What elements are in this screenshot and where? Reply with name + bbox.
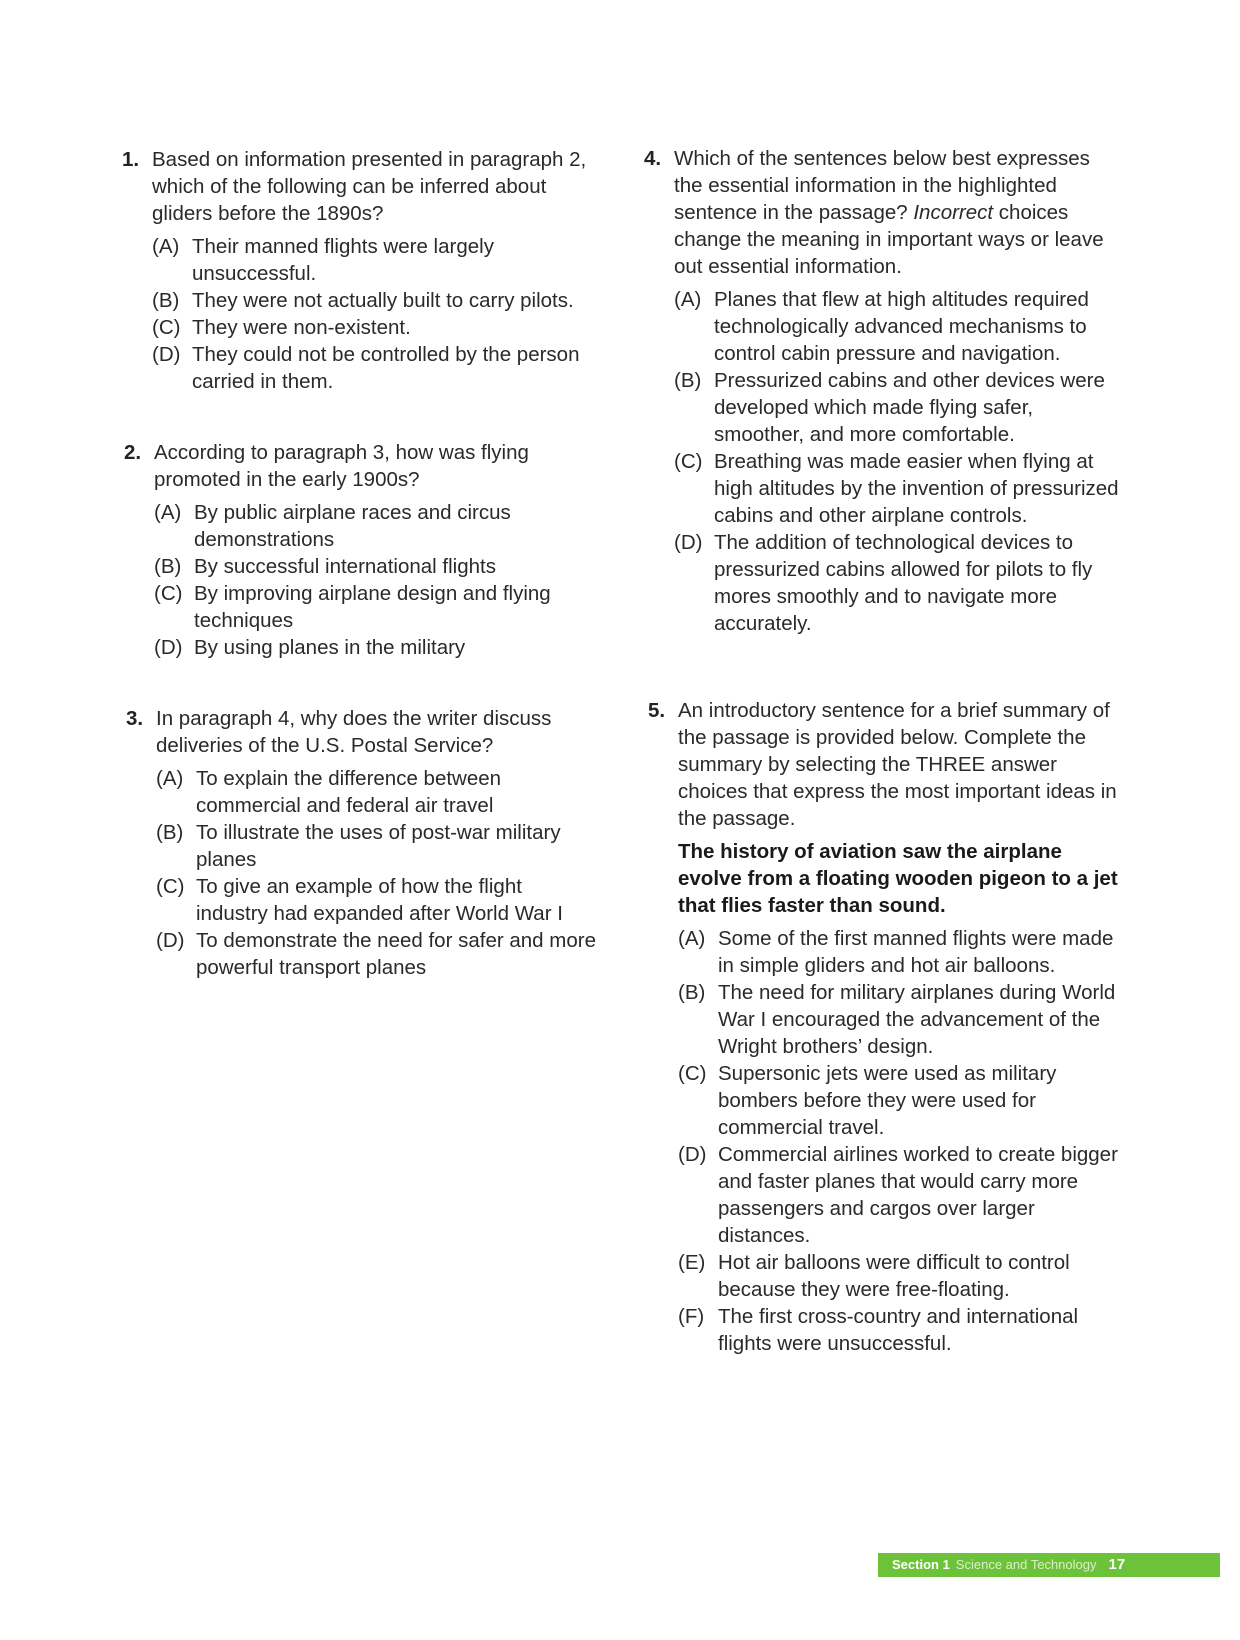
- answer-options: [644, 286, 1124, 637]
- option-text: To demonstrate the need for safer and more powerful transport planes: [196, 929, 596, 979]
- option-text: By improving airplane design and flying techniques: [194, 582, 551, 632]
- question-number: 2.: [124, 441, 142, 464]
- option-letter: (E): [678, 1251, 706, 1274]
- option-letter: (D): [678, 1143, 707, 1166]
- option-text: By public airplane races and circus demonstrations: [194, 501, 511, 551]
- option-a[interactable]: [678, 925, 1128, 979]
- option-text: Pressurized cabins and other devices were developed which made flying safer, smoother, and more comfortable.: [714, 369, 1105, 446]
- option-f[interactable]: [678, 1303, 1128, 1357]
- option-letter: (B): [674, 369, 702, 392]
- option-letter: (A): [154, 501, 182, 524]
- option-text: Some of the first manned flights were made in simple gliders and hot air balloons.: [718, 927, 1114, 977]
- question-4: [644, 145, 1124, 637]
- option-letter: (B): [154, 555, 182, 578]
- option-letter: (B): [152, 289, 180, 312]
- option-text: By successful international flights: [194, 555, 496, 578]
- option-b[interactable]: [674, 367, 1124, 448]
- option-letter: (C): [154, 582, 183, 605]
- option-letter: (A): [152, 235, 180, 258]
- option-a[interactable]: [154, 499, 584, 553]
- page-number: 17: [1108, 1556, 1126, 1573]
- option-text: Planes that flew at high altitudes required technologically advanced mechanisms to control cabin pressure and navigation.: [714, 288, 1089, 365]
- option-b[interactable]: [678, 979, 1128, 1060]
- option-letter: (A): [678, 927, 706, 950]
- option-letter: (B): [156, 821, 184, 844]
- footer-section: Section 1: [892, 1557, 950, 1572]
- option-b[interactable]: [156, 819, 596, 873]
- option-letter: (D): [674, 531, 703, 554]
- option-letter: (C): [674, 450, 703, 473]
- question-text: In paragraph 4, why does the writer discuss deliveries of the U.S. Postal Service?: [156, 707, 552, 757]
- option-a[interactable]: [152, 233, 592, 287]
- option-a[interactable]: [156, 765, 596, 819]
- question-5: [648, 697, 1128, 1357]
- option-d[interactable]: [674, 529, 1124, 637]
- option-text: The first cross-country and international flights were unsuccessful.: [718, 1305, 1079, 1355]
- question-number: 3.: [126, 707, 144, 730]
- option-b[interactable]: [152, 287, 592, 314]
- option-d[interactable]: [154, 634, 584, 661]
- option-text: To explain the difference between commercial and federal air travel: [196, 767, 502, 817]
- option-letter: (B): [678, 981, 706, 1004]
- footer-topic: Science and Technology: [955, 1557, 1097, 1572]
- option-text: The addition of technological devices to pressurized cabins allowed for pilots to fly mores smoothly and to navigate more accurately.: [714, 531, 1093, 635]
- question-number: 4.: [644, 147, 662, 170]
- question-2: [124, 439, 584, 661]
- option-text: To give an example of how the flight industry had expanded after World War I: [196, 875, 563, 925]
- emphasis-text: Incorrect: [913, 201, 994, 224]
- option-d[interactable]: [678, 1141, 1128, 1249]
- option-text: They could not be controlled by the person carried in them.: [192, 343, 580, 393]
- answer-options: [126, 765, 596, 981]
- option-d[interactable]: [156, 927, 596, 981]
- option-c[interactable]: [152, 314, 592, 341]
- option-text: By using planes in the military: [194, 636, 466, 659]
- answer-options: [122, 233, 592, 395]
- option-letter: (A): [156, 767, 184, 790]
- option-letter: (D): [152, 343, 181, 366]
- answer-options: [124, 499, 584, 661]
- option-text: They were not actually built to carry pilots.: [192, 289, 574, 312]
- option-e[interactable]: [678, 1249, 1128, 1303]
- question-number: 5.: [648, 699, 666, 722]
- question-1: [122, 146, 592, 395]
- option-letter: (D): [156, 929, 185, 952]
- question-3: [126, 705, 596, 981]
- option-text: Hot air balloons were difficult to control because they were free-floating.: [718, 1251, 1070, 1301]
- option-text: Breathing was made easier when flying at high altitudes by the invention of pressurized cabins and other airplane controls.: [714, 450, 1119, 527]
- option-a[interactable]: [674, 286, 1124, 367]
- option-c[interactable]: [678, 1060, 1128, 1141]
- option-letter: (D): [154, 636, 183, 659]
- question-text: Which of the sentences below best expresses the essential information in the highlighted sentence in the passage? Incorrect choices change the meaning in important ways or leave out essential information.: [674, 147, 1104, 278]
- question-number: 1.: [122, 148, 140, 171]
- option-c[interactable]: [156, 873, 596, 927]
- option-text: Their manned flights were largely unsuccessful.: [192, 235, 494, 285]
- option-text: Supersonic jets were used as military bombers before they were used for commercial travel.: [718, 1062, 1057, 1139]
- option-letter: (C): [156, 875, 185, 898]
- option-c[interactable]: [674, 448, 1124, 529]
- option-d[interactable]: [152, 341, 592, 395]
- option-letter: (C): [152, 316, 181, 339]
- option-text: To illustrate the uses of post-war military planes: [196, 821, 561, 871]
- option-text: They were non-existent.: [192, 316, 411, 339]
- option-c[interactable]: [154, 580, 584, 634]
- answer-options: [648, 925, 1128, 1357]
- question-text: According to paragraph 3, how was flying promoted in the early 1900s?: [154, 441, 529, 491]
- option-b[interactable]: [154, 553, 584, 580]
- question-text: An introductory sentence for a brief summary of the passage is provided below. Complete the summary by selecting the THREE answer choices that express the most important ideas in the passage.: [678, 699, 1117, 830]
- question-text: Based on information presented in paragraph 2, which of the following can be inferred about gliders before the 1890s?: [152, 148, 587, 225]
- option-letter: (F): [678, 1305, 705, 1328]
- option-letter: (C): [678, 1062, 707, 1085]
- option-text: The need for military airplanes during World War I encouraged the advancement of the Wright brothers’ design.: [718, 981, 1116, 1058]
- summary-lead-sentence: The history of aviation saw the airplane evolve from a floating wooden pigeon to a jet that flies faster than sound.: [678, 840, 1118, 917]
- option-letter: (A): [674, 288, 702, 311]
- page-footer-bar: [878, 1553, 1220, 1577]
- option-text: Commercial airlines worked to create bigger and faster planes that would carry more passengers and cargos over larger distances.: [718, 1143, 1118, 1247]
